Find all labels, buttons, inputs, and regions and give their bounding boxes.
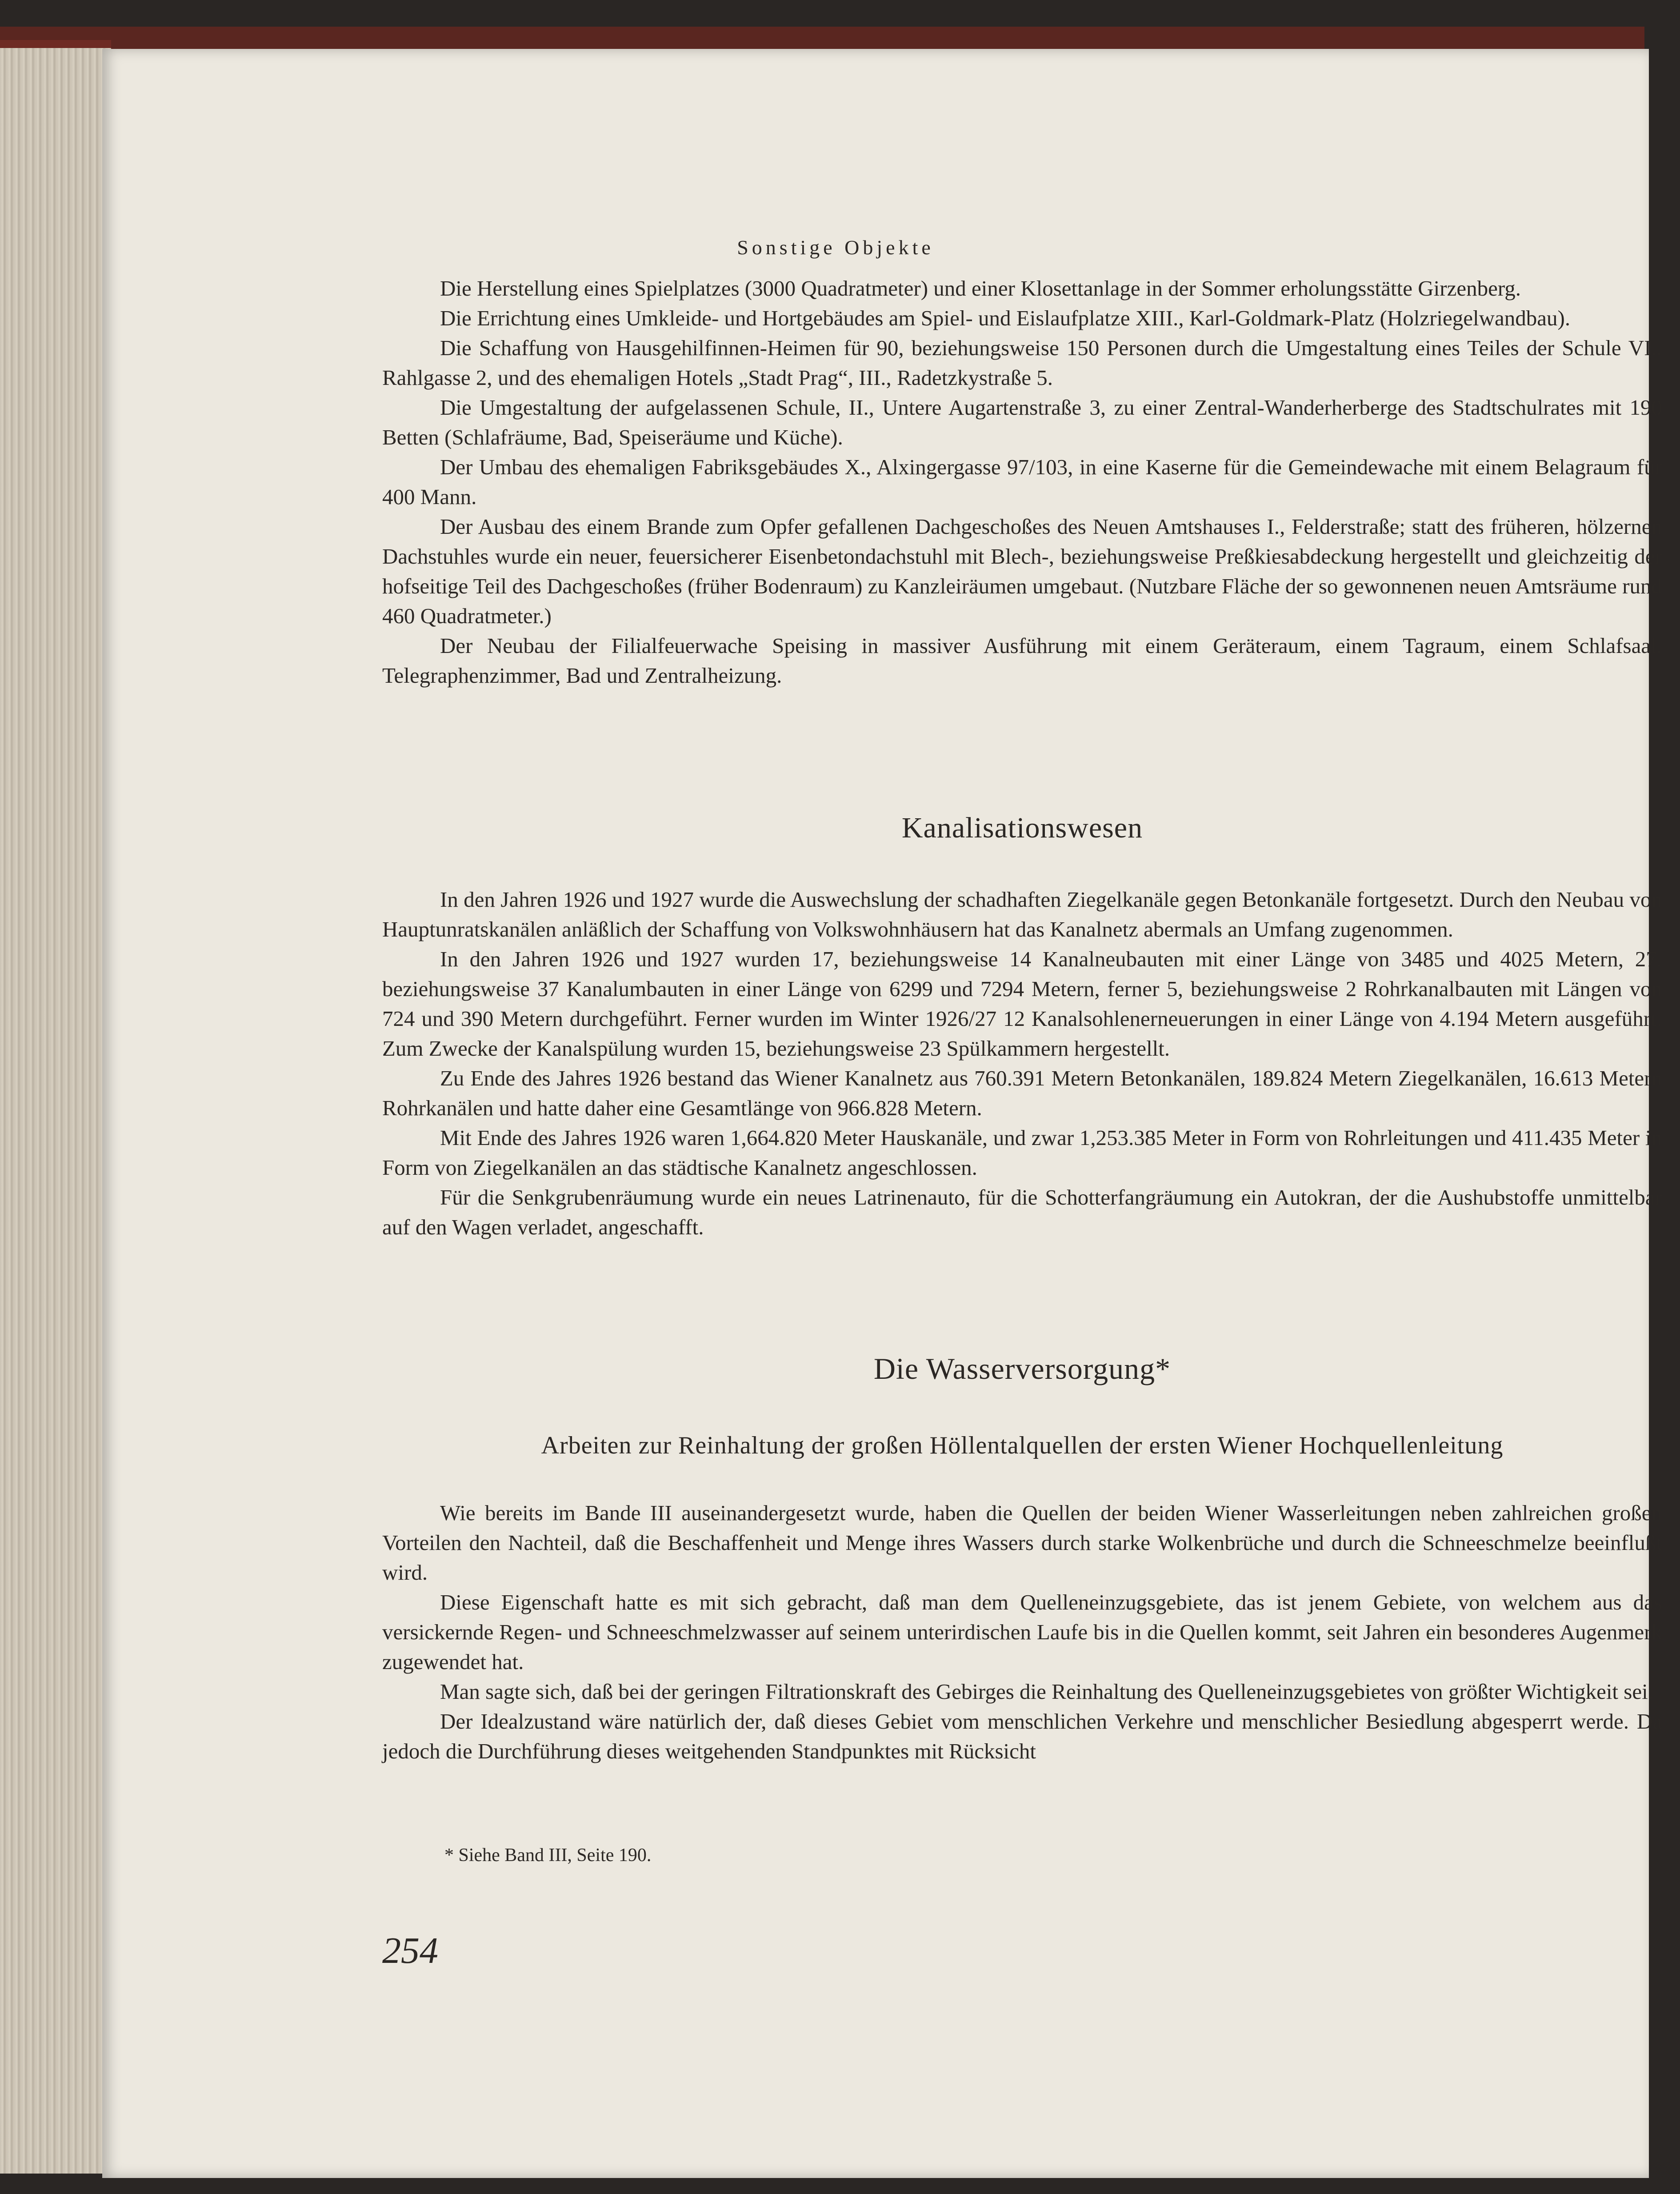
section-heading-kanalisationswesen: Kanalisationswesen	[901, 812, 1143, 844]
footnote: * Siehe Band III, Seite 190.	[444, 1845, 652, 1866]
running-head: Sonstige Objekte	[737, 236, 934, 259]
paragraph: Die Errichtung eines Umkleide- und Hortgebäudes am Spiel- und Eislaufplatze XIII., Karl-Goldmark-Platz (Holzriegelwandbau).	[440, 306, 1571, 330]
section-wasserversorgung	[382, 1498, 1662, 1766]
paragraph: Der Idealzustand wäre natürlich der, daß dieses Gebiet vom menschlichen Verkehre und menschlicher Besiedlung abgesperrt werde. Da jedoch die Durchführung dieses weitgehenden Standpunktes mit Rücksicht	[382, 1709, 1662, 1763]
paragraph: Für die Senkgrubenräumung wurde ein neues Latrinenauto, für die Schotterfangräumung ein Autokran, der die Aushubstoffe unmittelbar auf den Wagen verladet, angeschafft.	[382, 1185, 1662, 1239]
paragraph: Man sagte sich, daß bei der geringen Filtrationskraft des Gebirges die Reinhaltung des Quelleneinzugsgebietes von größter Wichtigkeit sei.	[440, 1679, 1653, 1704]
paragraph: Die Herstellung eines Spielplatzes (3000 Quadratmeter) und einer Klosettanlage in der Sommer erholungsstätte Girzenberg.	[440, 276, 1521, 300]
paragraph: In den Jahren 1926 und 1927 wurden 17, beziehungsweise 14 Kanalneubauten mit einer Länge von 3485 und 4025 Metern, 27, beziehungsweise 37 Kanalumbauten in einer Länge von 6299 und 7294 Metern, ferner 5, beziehungsweise 2 Rohrkanalbauten mit Längen von 724 und 390 Metern durchgeführt. Ferner wurden im Winter 1926/27 12 Kanalsohlenerneuerungen in einer Länge von 4.194 Metern ausgeführt. Zum Zwecke der Kanalspülung wurden 15, beziehungsweise 23 Spülkammern hergestellt.	[382, 947, 1662, 1061]
section-subheading: Arbeiten zur Reinhaltung der großen Höllentalquellen der ersten Wiener Hochquellenleitung	[541, 1432, 1504, 1459]
paragraph: Die Schaffung von Hausgehilfinnen-Heimen für 90, beziehungsweise 150 Personen durch die Umgestaltung eines Teiles der Schule VI., Rahlgasse 2, und des ehemaligen Hotels „Stadt Prag“, III., Radetzkystraße 5.	[382, 336, 1662, 390]
paragraph: Diese Eigenschaft hatte es mit sich gebracht, daß man dem Quelleneinzugsgebiete, das ist jenem Gebiete, von welchem aus das versickernde Regen- und Schneeschmelzwasser auf seinem unterirdischen Laufe bis in die Quellen kommt, seit Jahren ein besonderes Augenmerk zugewendet hat.	[382, 1590, 1662, 1674]
book-page-edges	[0, 40, 111, 2174]
paragraph: Der Ausbau des einem Brande zum Opfer gefallenen Dachgeschoßes des Neuen Amtshauses I., Felderstraße; statt des früheren, hölzernen Dachstuhles wurde ein neuer, feuersicherer Eisenbetondachstuhl mit Blech-, beziehungsweise Preßkiesabdeckung hergestellt und gleichzeitig der hofseitige Teil des Dachgeschoßes (früher Bodenraum) zu Kanzleiräumen umgebaut. (Nutzbare Fläche der so gewonnenen neuen Amtsräume rund 460 Quadratmeter.)	[382, 514, 1662, 628]
paragraph: Mit Ende des Jahres 1926 waren 1,664.820 Meter Hauskanäle, und zwar 1,253.385 Meter in Form von Rohrleitungen und 411.435 Meter in Form von Ziegelkanälen an das städtische Kanalnetz angeschlossen.	[382, 1125, 1662, 1180]
book-page	[102, 49, 1662, 2178]
paragraph: Zu Ende des Jahres 1926 bestand das Wiener Kanalnetz aus 760.391 Metern Betonkanälen, 189.824 Metern Ziegelkanälen, 16.613 Metern Rohrkanälen und hatte daher eine Gesamtlänge von 966.828 Metern.	[382, 1066, 1662, 1120]
page-number: 254	[382, 1930, 438, 1971]
paragraph: Wie bereits im Bande III auseinandergesetzt wurde, haben die Quellen der beiden Wiener Wasserleitungen neben zahlreichen großen Vorteilen den Nachteil, daß die Beschaffenheit und Menge ihres Wassers durch starke Wolkenbrüche und durch die Schneeschmelze beeinflußt wird.	[382, 1501, 1662, 1585]
section-sonstige-objekte	[382, 273, 1662, 690]
paragraph: Der Neubau der Filialfeuerwache Speising in massiver Ausführung mit einem Geräteraum, einem Tagraum, einem Schlafsaal, Telegraphenzimmer, Bad und Zentralheizung.	[382, 633, 1662, 688]
paragraph: In den Jahren 1926 und 1927 wurde die Auswechslung der schadhaften Ziegelkanäle gegen Betonkanäle fortgesetzt. Durch den Neubau von Hauptunratskanälen anläßlich der Schaffung von Volkswohnhäusern hat das Kanalnetz abermals an Umfang zugenommen.	[382, 887, 1662, 941]
section-kanalisationswesen	[382, 885, 1662, 1242]
paragraph: Der Umbau des ehemaligen Fabriksgebäudes X., Alxingergasse 97/103, in eine Kaserne für die Gemeindewache mit einem Belagraum für 400 Mann.	[382, 455, 1662, 509]
section-heading-wasserversorgung: Die Wasserversorgung*	[873, 1352, 1171, 1385]
paragraph: Die Umgestaltung der aufgelassenen Schule, II., Untere Augartenstraße 3, zu einer Zentral-Wanderherberge des Stadtschulrates mit 190 Betten (Schlafräume, Bad, Speiseräume und Küche).	[382, 395, 1662, 449]
